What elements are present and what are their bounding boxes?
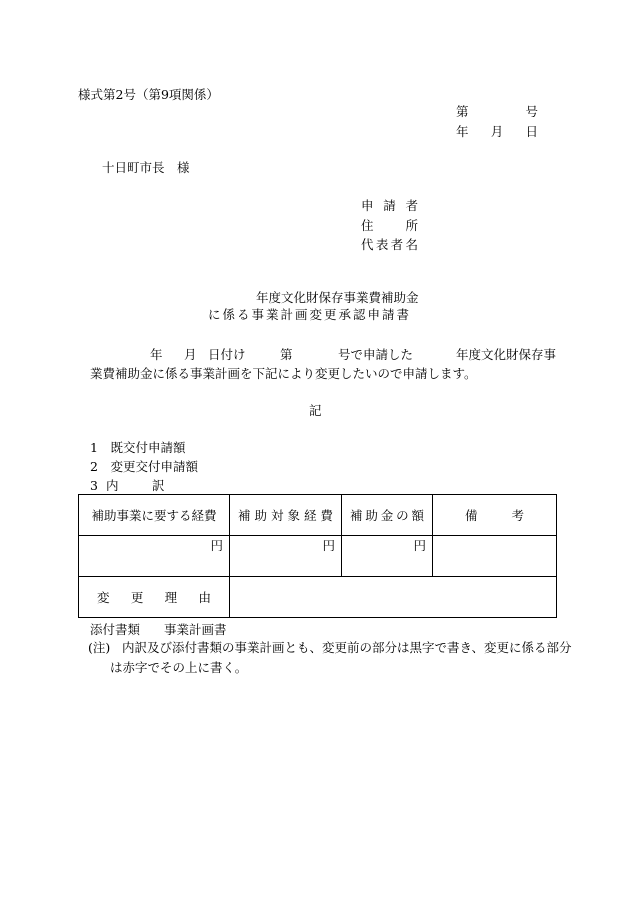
applicant-label: 申 請 者 bbox=[361, 198, 418, 213]
item-3: 3 内 訳 bbox=[90, 478, 165, 493]
table-header-row bbox=[79, 495, 557, 536]
addressee: 十日町市長 様 bbox=[102, 160, 190, 175]
attachment bbox=[90, 622, 290, 638]
reason-value bbox=[230, 577, 557, 618]
representative-label: 代 表 者 名 bbox=[361, 237, 418, 252]
body-month: 月 bbox=[184, 347, 197, 362]
breakdown-table bbox=[78, 494, 557, 618]
form-number: 様式第2号（第9項関係） bbox=[78, 87, 219, 102]
header-project-cost: 補助事業に要する経費 bbox=[79, 495, 230, 536]
note-line-1: 内訳及び添付書類の事業計画とも、変更前の部分は黒字で書き、変更に係る部分 bbox=[122, 640, 572, 655]
header-remarks: 備 考 bbox=[433, 495, 557, 536]
document-date bbox=[456, 124, 538, 140]
amount-project-cost: 円 bbox=[79, 536, 230, 577]
body-line-2: 業費補助金に係る事業計画を下記により変更したいので申請します。 bbox=[90, 366, 477, 381]
item-1: 1 既交付申請額 bbox=[90, 440, 186, 455]
attachment-label: 添付書類 bbox=[90, 622, 141, 637]
amount-subsidy: 円 bbox=[342, 536, 433, 577]
note-prefix: (注) bbox=[88, 640, 111, 655]
note-line-2: は赤字でその上に書く。 bbox=[110, 660, 248, 675]
date-day: 日 bbox=[525, 124, 538, 139]
reason-label: 変 更 理 由 bbox=[79, 577, 230, 618]
ki-heading: 記 bbox=[309, 403, 322, 418]
attachment-value: 事業計画書 bbox=[164, 622, 227, 637]
body-number-prefix: 第 bbox=[280, 347, 293, 362]
amount-remarks bbox=[433, 536, 557, 577]
document-number-suffix: 号 bbox=[525, 104, 538, 119]
header-subsidy-amount: 補 助 金 の 額 bbox=[342, 495, 433, 536]
body-year: 年 bbox=[150, 347, 163, 362]
body-dated: 日付け bbox=[208, 347, 246, 362]
address-label: 住 所 bbox=[361, 218, 418, 233]
body-line-1 bbox=[0, 347, 630, 363]
header-eligible-cost: 補 助 対 象 経 費 bbox=[230, 495, 342, 536]
date-month: 月 bbox=[490, 124, 504, 139]
title-line-1: 年度文化財保存事業費補助金 bbox=[256, 290, 419, 305]
date-year: 年 bbox=[456, 124, 469, 139]
table-amount-row bbox=[79, 536, 557, 577]
item-2: 2 変更交付申請額 bbox=[90, 459, 198, 474]
document-number bbox=[456, 104, 538, 120]
body-number-suffix: 号で申請した bbox=[338, 347, 414, 362]
title-line-2: に係る事業計画変更承認申請書 bbox=[208, 307, 412, 322]
table-reason-row bbox=[79, 577, 557, 618]
body-program: 年度文化財保存事 bbox=[456, 347, 557, 362]
document-number-prefix: 第 bbox=[456, 104, 469, 119]
amount-eligible-cost: 円 bbox=[230, 536, 342, 577]
